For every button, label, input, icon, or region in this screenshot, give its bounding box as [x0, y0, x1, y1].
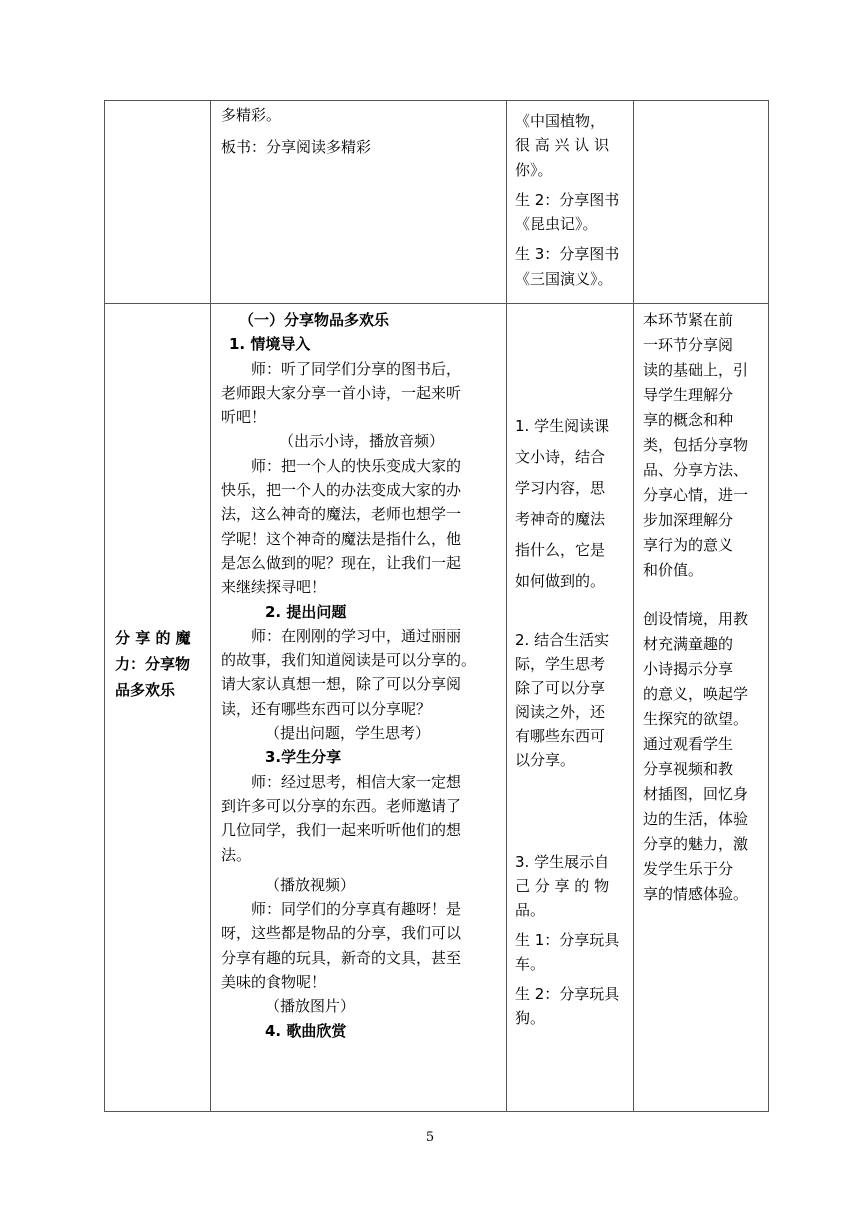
text-line: 车。 [515, 955, 546, 973]
text-line: 和价值。 [643, 561, 704, 579]
text-line: 文小诗，结合 [515, 448, 606, 466]
text-line: 《昆虫记》。 [515, 215, 598, 234]
text-line: 品。 [515, 901, 546, 919]
text-line: 的意义，唤起学 [643, 685, 749, 703]
text-line: 以分享。 [515, 751, 576, 769]
text-line: 材充满童趣的 [643, 635, 734, 653]
text-line: 除了可以分享 [515, 679, 606, 697]
text-line: 一环节分享阅 [643, 336, 734, 354]
phase-cell-empty [105, 101, 211, 304]
text-line: 生 2：分享玩具 [515, 985, 620, 1003]
text-line: 如何做到的。 [515, 572, 606, 590]
text-line: 很 高 兴 认 识 [515, 136, 610, 155]
text-line: 考神奇的魔法 [515, 510, 606, 528]
text-line: 生 2：分享图书 [515, 190, 620, 209]
design-intent-cell-empty [634, 101, 769, 304]
phase-title-line: 分 享 的 魔 [115, 629, 191, 647]
text-line: 创设情境，用教 [643, 610, 749, 628]
text-line: 法，这么神奇的魔法，老师也想学一 [221, 505, 462, 524]
text-line: 师：同学们的分享真有趣呀！是 [251, 900, 462, 919]
text-line: 3. 学生展示自 [515, 853, 610, 871]
text-line: 际，学生思考 [515, 655, 606, 673]
text-line: 享的概念和种 [643, 411, 734, 429]
text-line: 老师跟大家分享一首小诗，一起来听 [221, 383, 462, 402]
stage-direction: （播放视频） [265, 875, 356, 894]
text-line: 阅读之外，还 [515, 703, 606, 721]
text-line: 听吧！ [221, 408, 267, 427]
phase-cell [105, 304, 211, 1112]
phase-title-line: 品多欢乐 [115, 681, 176, 699]
text-line: 到许多可以分享的东西。老师邀请了 [221, 796, 462, 815]
page-number: 5 [425, 1130, 435, 1145]
lesson-plan-table [104, 100, 769, 1112]
text-line: 分享视频和教 [643, 760, 734, 778]
table-row [105, 304, 769, 1112]
text-line: 来继续探寻吧！ [221, 578, 327, 597]
text-line: 1. 学生阅读课 [515, 417, 610, 435]
text-line: 步加深理解分 [643, 511, 734, 529]
text-line: 己 分 享 的 物 [515, 877, 610, 895]
text-line: 是怎么做到的呢？现在，让我们一起 [221, 553, 462, 572]
text-line: 《中国植物， [515, 112, 606, 130]
table-row [105, 101, 769, 304]
text-line: 师：听了同学们分享的图书后， [251, 359, 462, 378]
text-line: 请大家认真想一想，除了可以分享阅 [221, 675, 462, 694]
text-line: 美味的食物呢！ [221, 973, 327, 992]
student-activity-cell [507, 101, 634, 304]
text-line: 导学生理解分 [643, 386, 734, 404]
section-title: （一）分享物品多欢乐 [239, 311, 390, 329]
text-line: 学呢！这个神奇的魔法是指什么，他 [221, 529, 462, 548]
text-line: 边的生活，体验 [643, 810, 749, 828]
text-line: 有哪些东西可 [515, 727, 606, 745]
stage-direction: （出示小诗，播放音频） [279, 432, 445, 451]
text-line: 读的基础上，引 [643, 361, 749, 379]
text-line: 类，包括分享物 [643, 436, 749, 454]
text-line: 小诗揭示分享 [643, 660, 734, 678]
text-line: 师：在刚刚的学习中，通过丽丽 [251, 626, 462, 645]
text-line: 狗。 [515, 1009, 546, 1027]
text-line: 师：经过思考，相信大家一定想 [251, 772, 462, 791]
text-line: 多精彩。 [221, 106, 282, 124]
heading-song: 4. 歌曲欣赏 [265, 1021, 347, 1040]
text-line: 读，还有哪些东西可以分享呢？ [221, 699, 432, 718]
teacher-activity-cell [211, 304, 507, 1112]
text-line: 材插图，回忆身 [643, 785, 749, 803]
text-line: 快乐，把一个人的办法变成大家的办 [221, 481, 462, 500]
text-line: 学习内容，思 [515, 479, 606, 497]
student-activity-cell [507, 304, 634, 1112]
text-line: 《三国演义》。 [515, 269, 613, 288]
text-line: 分享有趣的玩具，新奇的文具，甚至 [221, 948, 462, 967]
text-line: 指什么，它是 [515, 541, 606, 559]
text-line: 享行为的意义 [643, 536, 734, 554]
stage-direction: （播放图片） [265, 997, 356, 1016]
text-line: 法。 [221, 845, 252, 864]
text-line: 分享心情，进一 [643, 486, 749, 504]
text-line: 呀，这些都是物品的分享，我们可以 [221, 924, 462, 943]
text-line: 通过观看学生 [643, 735, 734, 753]
heading-question: 2. 提出问题 [265, 602, 347, 621]
stage-direction: （提出问题，学生思考） [265, 724, 431, 743]
text-line: 师：把一个人的快乐变成大家的 [251, 456, 462, 475]
text-line: 发学生乐于分 [643, 860, 734, 878]
teacher-activity-cell [211, 101, 507, 304]
heading-situation: 1. 情境导入 [229, 335, 311, 354]
text-line: 本环节紧在前 [643, 311, 734, 329]
heading-share: 3.学生分享 [265, 748, 342, 767]
text-line: 2. 结合生活实 [515, 631, 610, 649]
design-intent-cell [634, 304, 769, 1112]
text-line: 你》。 [515, 160, 553, 179]
text-line: 享的情感体验。 [643, 885, 749, 903]
text-line: 品、分享方法、 [643, 461, 749, 479]
text-line: 生探究的欲望。 [643, 710, 749, 728]
text-line: 生 1：分享玩具 [515, 931, 620, 949]
phase-title-line: 力：分享物 [115, 655, 191, 673]
text-line: 生 3：分享图书 [515, 245, 620, 264]
board-note: 板书：分享阅读多精彩 [221, 138, 372, 157]
text-line: 几位同学，我们一起来听听他们的想 [221, 821, 462, 840]
text-line: 分享的魅力，激 [643, 835, 749, 853]
text-line: 的故事，我们知道阅读是可以分享的。 [221, 651, 477, 670]
